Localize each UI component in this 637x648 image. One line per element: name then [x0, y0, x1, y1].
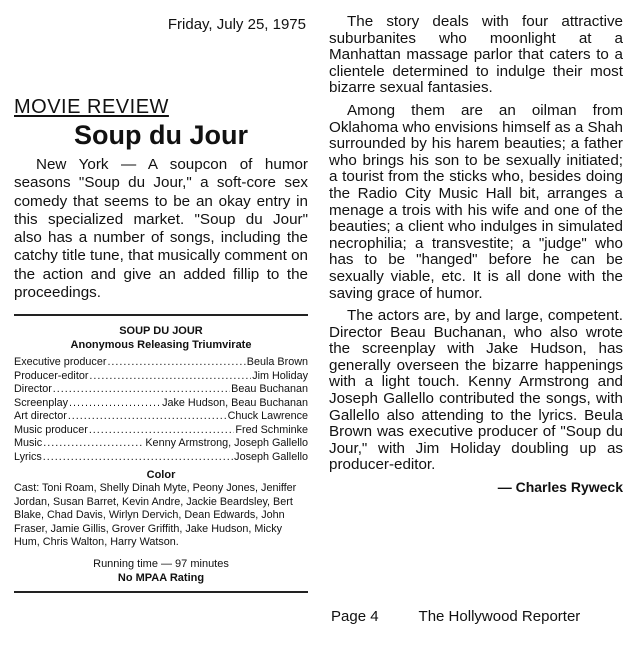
- credit-name: Beula Brown: [246, 356, 308, 369]
- credit-role: Executive producer: [14, 356, 107, 369]
- publication-name: The Hollywood Reporter: [418, 608, 581, 625]
- leader-dots: [89, 424, 235, 438]
- right-column: [329, 14, 623, 496]
- credit-name: Kenny Armstrong, Joseph Gallello: [145, 437, 308, 450]
- byline: — Charles Ryweck: [497, 479, 623, 496]
- credit-row: [14, 356, 308, 370]
- credit-row: [14, 383, 308, 397]
- credit-name: Jim Holiday: [252, 369, 308, 382]
- credits-title: SOUP DU JOUR: [119, 325, 203, 338]
- leader-dots: [107, 356, 245, 370]
- credit-role: Art director: [14, 410, 67, 423]
- credit-role: Lyrics: [14, 450, 42, 463]
- leader-dots: [53, 383, 230, 397]
- credit-name: Joseph Gallello: [234, 450, 308, 463]
- credit-name: Jake Hudson, Beau Buchanan: [162, 396, 308, 409]
- lead-paragraph: New York — A soupcon of humor seasons "Soup du Jour," a soft-core sex comedy that seems to be an okay entry in this specialized market. "Soup du Jour" also has a number of songs, including the catchy title tune, that musically comment on the action and give an added fillip to the proceedings.: [14, 156, 308, 302]
- credit-row: [14, 370, 308, 384]
- color-label: Color: [146, 469, 176, 482]
- credit-row: [14, 437, 308, 451]
- divider-bottom: [14, 591, 308, 593]
- left-column: [14, 14, 308, 593]
- credit-role: Screenplay: [14, 396, 69, 409]
- headline: Soup du Jour: [74, 120, 248, 150]
- leader-dots: [69, 397, 161, 411]
- credit-role: Director: [14, 383, 52, 396]
- credit-role: Music producer: [14, 423, 88, 436]
- leader-dots: [68, 410, 227, 424]
- credit-row: [14, 451, 308, 465]
- body-paragraph: The actors are, by and large, competent. Director Beau Buchanan, who also wrote the screenplay with Jake Hudson, has generally overseen the bizarre happenings with a light touch. Kenny Armstrong and Joseph Gallello contributed the songs, with Gallello also attending to the lyrics. Beula Brown was executive producer of "Soup du Jour," with Jim Holiday doubling up as producer-editor.: [329, 307, 623, 474]
- credit-name: Fred Schminke: [235, 423, 308, 436]
- section-label: MOVIE REVIEW: [14, 96, 169, 118]
- issue-date: Friday, July 25, 1975: [167, 16, 306, 33]
- credit-role: Music: [14, 437, 43, 450]
- cast-list: Cast: Toni Roam, Shelly Dinah Myte, Peony Jones, Jeniffer Jordan, Susan Barret, Kevin Andre, Jackie Beardsley, Bert Blake, Chad Davis, Wirlyn Dervich, Dean Edwards, John Fraser, Jamie Gillis, Grover Griffith, Jake Hudson, Micky Hum, Chris Walton, Harry Watson.: [14, 482, 297, 549]
- credit-row: [14, 410, 308, 424]
- credit-name: Beau Buchanan: [231, 383, 308, 396]
- body-paragraph: Among them are an oilman from Oklahoma who envisions himself as a Shah surrounded by his harem beauties; a father who brings his son to be sexually initiated; a tourist from the sticks who, besides doing the Radio City Music Hall bit, arranges a menage a trois with his wife and one of the beauties; a client who indulges in simulated necrophilia; a transvestite; a "judge" who has to be "hanged" before he can be sexually viable, etc. It is all done with the saving grace of humor.: [329, 101, 623, 302]
- leader-dots: [89, 370, 251, 384]
- divider-top: [14, 314, 308, 316]
- page-footer: [331, 607, 623, 627]
- credits-company: Anonymous Releasing Triumvirate: [70, 339, 252, 352]
- body-paragraph: The story deals with four attractive suburbanites who moonlight at a Manhattan massage parlor that caters to a clientele determined to indulge their most bizarre sexual fantasies.: [329, 13, 623, 97]
- credit-name: Chuck Lawrence: [227, 410, 308, 423]
- credits-box: [14, 324, 308, 593]
- credit-row: [14, 424, 308, 438]
- credit-row: [14, 397, 308, 411]
- leader-dots: [43, 437, 144, 451]
- page-number: Page 4: [331, 608, 379, 625]
- leader-dots: [43, 451, 233, 465]
- running-time: Running time — 97 minutes: [93, 557, 229, 570]
- credit-role: Producer-editor: [14, 369, 89, 382]
- mpaa-rating: No MPAA Rating: [117, 571, 205, 584]
